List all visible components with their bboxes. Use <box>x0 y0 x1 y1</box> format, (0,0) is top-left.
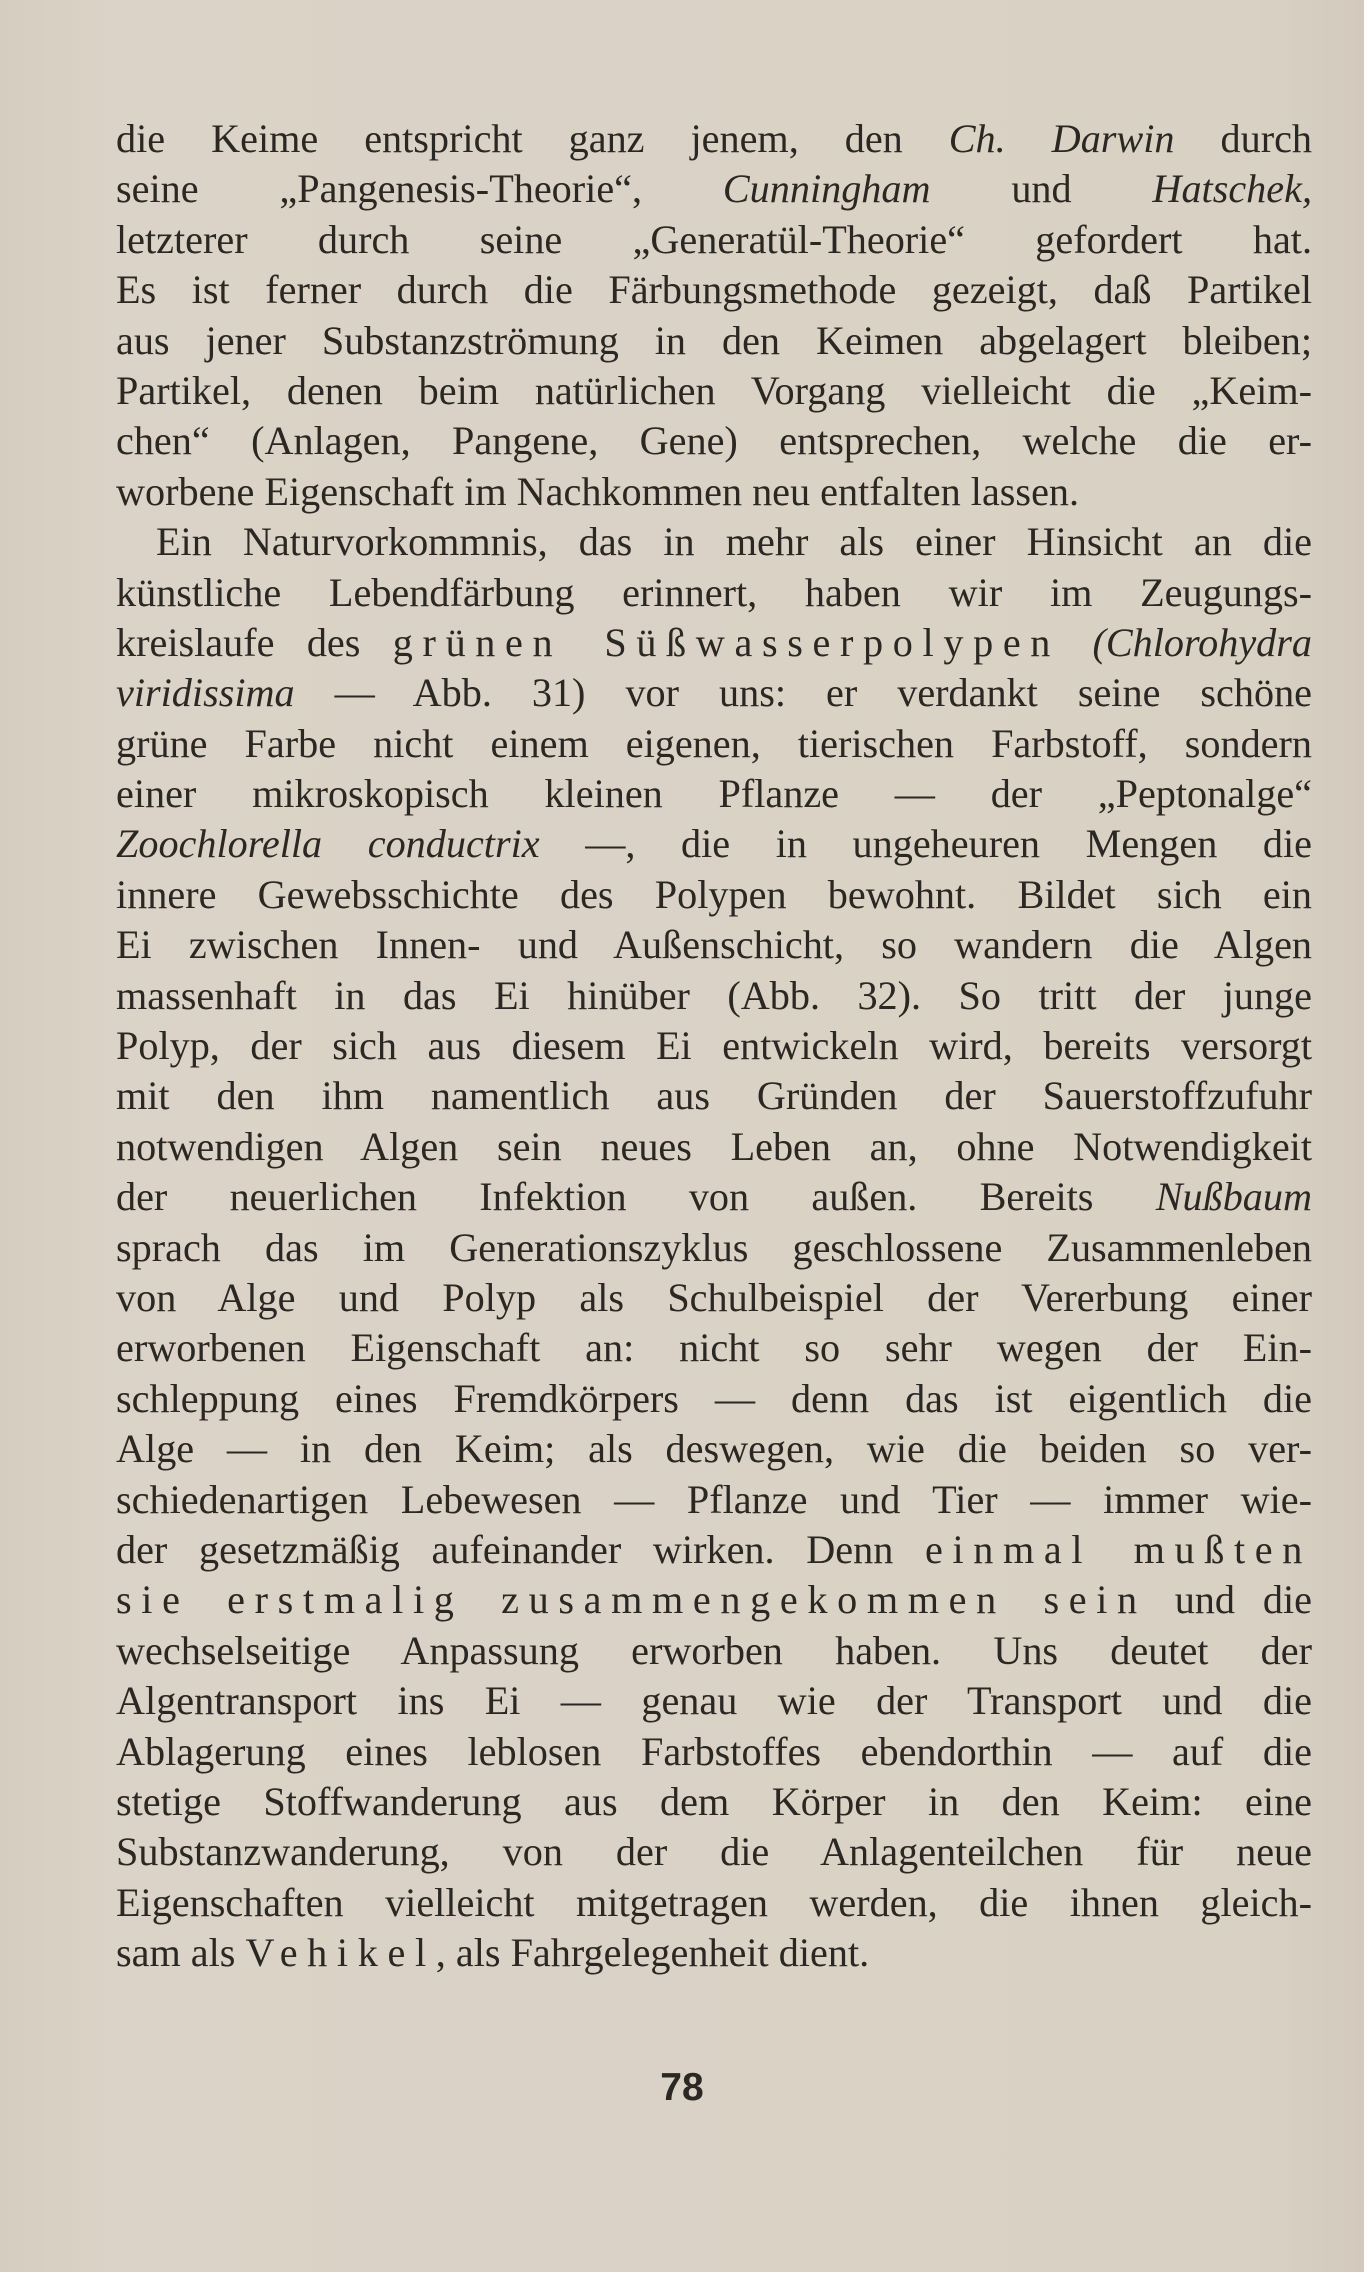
text-line: grüne Farbe nicht einem eigenen, tierischen Farbstoff, sondern <box>116 720 1312 766</box>
text-line: schleppung eines Fremdkörpers — denn das ist eigentlich die <box>116 1375 1312 1421</box>
text-line: Alge — in den Keim; als deswegen, wie die beiden so ver- <box>116 1426 1312 1472</box>
text-line: die Keime entspricht ganz jenem, den Ch. Darwin durch <box>116 116 1313 161</box>
text-line: erworbenen Eigenschaft an: nicht so sehr wegen der Ein- <box>116 1325 1312 1371</box>
text-line: schiedenartigen Lebewesen — Pflanze und Tier — immer wie- <box>116 1476 1312 1522</box>
page-number: 78 <box>660 2066 704 2109</box>
text-line: Ablagerung eines leblosen Farbstoffes ebendorthin — auf die <box>116 1728 1312 1774</box>
text-line: Ein Naturvorkommnis, das in mehr als einer Hinsicht an die <box>156 519 1312 565</box>
body-text <box>116 114 1312 1978</box>
text-line: notwendigen Algen sein neues Leben an, ohne Notwendigkeit <box>116 1123 1312 1169</box>
text-line: seine „Pangenesis-Theorie“, Cunningham und Hatschek, <box>116 166 1312 212</box>
text-line: der gesetzmäßig aufeinander wirken. Denn einmal mußten <box>116 1526 1313 1572</box>
text-line: einer mikroskopisch kleinen Pflanze — der „Peptonalge“ <box>116 771 1312 817</box>
text-line: Algentransport ins Ei — genau wie der Transport und die <box>116 1678 1312 1724</box>
text-line: wechselseitige Anpassung erworben haben. Uns deutet der <box>116 1627 1312 1673</box>
text-line: Ei zwischen Innen- und Außenschicht, so wandern die Algen <box>116 922 1312 968</box>
text-line: sprach das im Generationszyklus geschlossene Zusammenleben <box>116 1224 1312 1270</box>
text-line: künstliche Lebendfärbung erinnert, haben wir im Zeugungs- <box>116 569 1312 615</box>
text-line: der neuerlichen Infektion von außen. Bereits Nußbaum <box>116 1174 1312 1220</box>
text-line: innere Gewebsschichte des Polypen bewohnt. Bildet sich ein <box>116 871 1312 917</box>
text-line: Substanzwanderung, von der die Anlagenteilchen für neue <box>116 1829 1312 1875</box>
text-line: sie erstmalig zusammengekommen sein und die <box>116 1577 1312 1623</box>
text-line: worbene Eigenschaft im Nachkommen neu entfalten lassen. <box>116 468 1080 514</box>
text-line: aus jener Substanzströmung in den Keimen abgelagert bleiben; <box>116 317 1312 363</box>
text-line: Polyp, der sich aus diesem Ei entwickeln wird, bereits versorgt <box>116 1023 1312 1069</box>
text-line: Es ist ferner durch die Färbungsmethode gezeigt, daß Partikel <box>116 267 1312 313</box>
text-line: sam als Vehikel, als Fahrgelegenheit dient. <box>116 1930 870 1976</box>
text-line: Eigenschaften vielleicht mitgetragen werden, die ihnen gleich- <box>116 1879 1312 1925</box>
text-line: kreislaufe des grünen Süßwasserpolypen (Chlorohydra <box>116 619 1312 665</box>
text-line: Partikel, denen beim natürlichen Vorgang vielleicht die „Keim- <box>116 367 1312 413</box>
text-line: von Alge und Polyp als Schulbeispiel der Vererbung einer <box>116 1274 1312 1320</box>
text-line: stetige Stoffwanderung aus dem Körper in den Keim: eine <box>116 1778 1312 1824</box>
text-line: mit den ihm namentlich aus Gründen der Sauerstoffzufuhr <box>116 1073 1312 1119</box>
text-line: letzterer durch seine „Generatül-Theorie“ gefordert hat. <box>116 216 1312 262</box>
text-line: Zoochlorella conductrix —, die in ungeheuren Mengen die <box>116 821 1312 867</box>
text-line: viridissima — Abb. 31) vor uns: er verdankt seine schöne <box>116 670 1312 716</box>
text-line: chen“ (Anlagen, Pangene, Gene) entsprechen, welche die er- <box>116 418 1312 464</box>
text-line: massenhaft in das Ei hinüber (Abb. 32). So tritt der junge <box>116 972 1312 1018</box>
